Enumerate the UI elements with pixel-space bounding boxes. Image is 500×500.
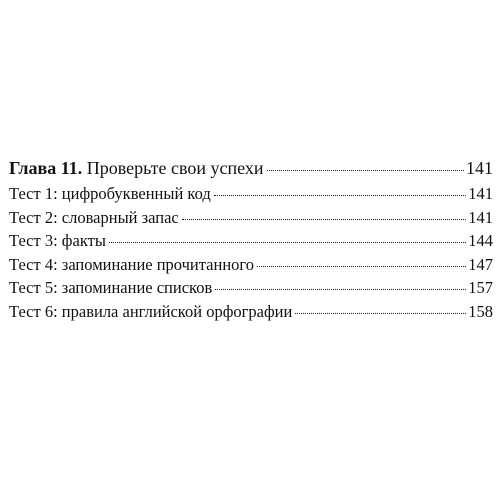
toc-entry-test-6 <box>9 302 493 326</box>
toc-entry-label: Тест 2: словарный запас <box>9 207 179 227</box>
dot-leader <box>214 195 466 196</box>
dot-leader <box>109 242 466 243</box>
toc-chapter-entry <box>9 158 493 184</box>
toc-entry-page-number: 141 <box>468 207 493 227</box>
toc-entry-label: Тест 6: правила английской орфографии <box>9 301 293 321</box>
table-of-contents <box>9 158 493 326</box>
toc-entry-page-number: 144 <box>468 231 493 251</box>
toc-entry-label: Тест 5: запоминание списков <box>9 278 213 298</box>
toc-entry-test-1 <box>9 184 493 208</box>
chapter-page-number: 141 <box>466 158 493 178</box>
toc-entry-label: Тест 1: цифробуквенный код <box>9 184 211 203</box>
toc-entry-test-2 <box>9 208 493 232</box>
toc-entry-page-number: 157 <box>468 278 493 298</box>
toc-entry-page-number: 147 <box>468 254 493 274</box>
toc-entry-page-number: 158 <box>468 301 493 321</box>
chapter-heading <box>9 158 264 179</box>
toc-entry-test-5 <box>9 278 493 302</box>
dot-leader <box>257 266 466 267</box>
chapter-title: Проверьте свои успехи <box>86 158 264 178</box>
toc-entry-test-3 <box>9 231 493 255</box>
dot-leader <box>215 289 466 290</box>
dot-leader <box>267 170 464 171</box>
toc-entry-test-4 <box>9 255 493 279</box>
dot-leader <box>182 219 467 220</box>
dot-leader <box>295 313 466 314</box>
toc-entry-label: Тест 3: факты <box>9 231 106 251</box>
toc-entry-label: Тест 4: запоминание прочитанного <box>9 254 255 274</box>
toc-entry-page-number: 141 <box>468 184 493 203</box>
chapter-number: Глава 11. <box>9 158 83 178</box>
